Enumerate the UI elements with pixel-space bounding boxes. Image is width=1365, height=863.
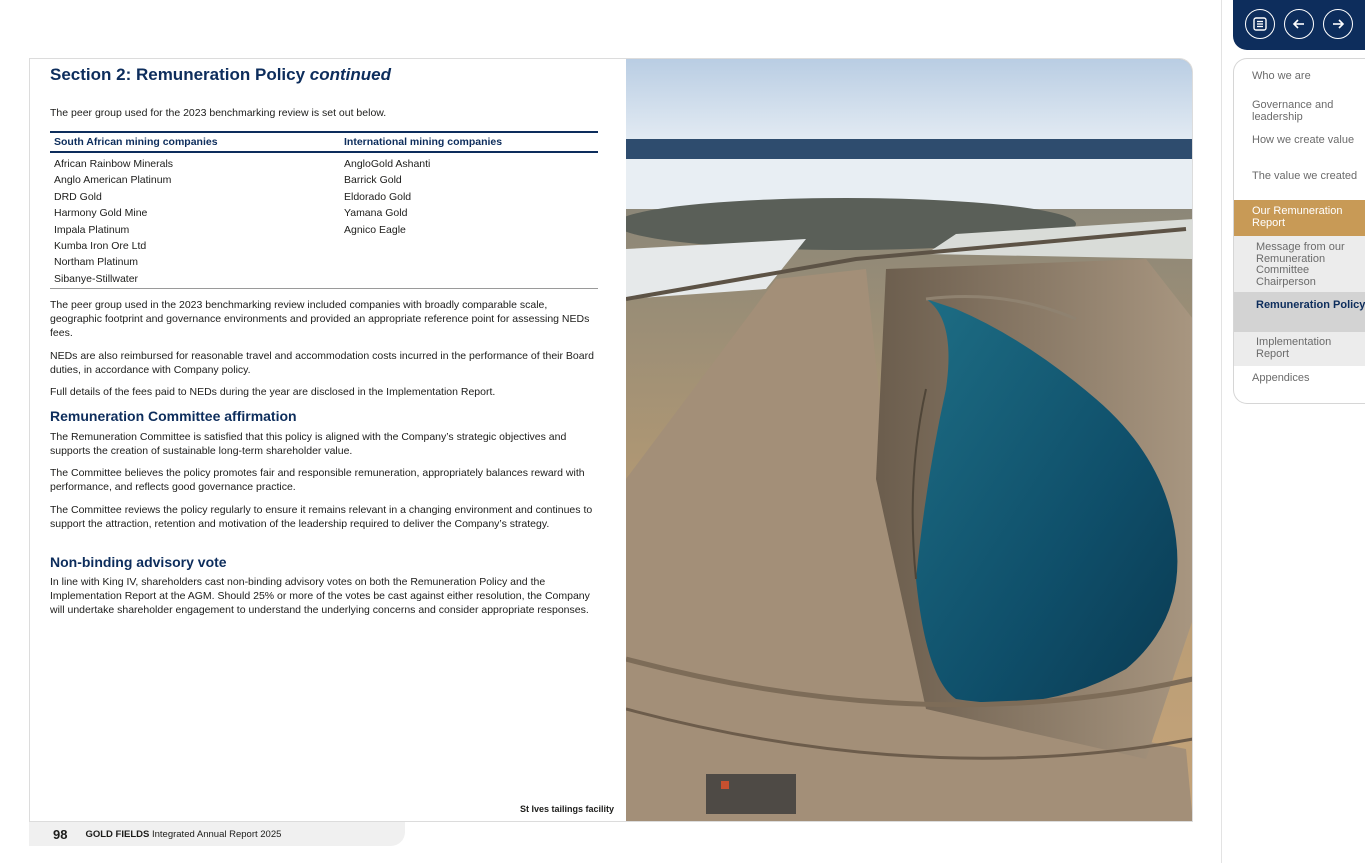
report-name: [85, 829, 281, 840]
paragraph-affirmation-1: The Remuneration Committee is satisfied that this policy is aligned with the Company’s strategic objectives and supports the creation of sustainable long-term shareholder value.: [50, 431, 567, 457]
international-list: [340, 156, 598, 287]
contents-button[interactable]: [1245, 9, 1275, 39]
list-item: Anglo American Platinum: [54, 174, 172, 187]
report-title: Integrated Annual Report 2025: [151, 828, 282, 840]
peer-table-body: [50, 153, 598, 288]
affirmation-heading: Remuneration Committee affirmation: [50, 408, 297, 424]
paragraph-affirmation-3: The Committee reviews the policy regularly to ensure it remains relevant in a changing environment and continues to support the attraction, retention and motivation of the leadership required to deliver the Company’s strategy.: [50, 504, 593, 530]
list-item: Barrick Gold: [344, 174, 402, 187]
peer-group-table: [50, 131, 598, 289]
page-footer: [29, 822, 405, 846]
paragraph-fees-details: Full details of the fees paid to NEDs during the year are disclosed in the Implementation Report.: [50, 386, 496, 398]
section-title-text: Section 2: Remuneration Policy: [50, 65, 306, 84]
nav-item-remuneration-report[interactable]: Our Remuneration Report: [1234, 200, 1365, 236]
paragraph-advisory: In line with King IV, shareholders cast non-binding advisory votes on both the Remuneration Policy and the Implementation Report at the AGM. Should 25% or more of the votes be cast against either resolution, the Company will undertake shareholder engagement to understand the underlying concerns and consider appropriate responses.: [50, 576, 590, 616]
list-item: DRD Gold: [54, 190, 102, 203]
back-button[interactable]: [1284, 9, 1314, 39]
photo-caption: St Ives tailings facility: [519, 804, 614, 814]
list-item: Eldorado Gold: [344, 190, 412, 203]
south-african-list: [50, 156, 340, 287]
nav-subitem-message[interactable]: Message from our Remuneration Committee Chairperson: [1234, 236, 1365, 292]
advisory-heading: Non-binding advisory vote: [50, 554, 227, 570]
arrow-left-icon: [1291, 16, 1307, 32]
paragraph-affirmation-2: The Committee believes the policy promotes fair and responsible remuneration, appropriately balances reward with performance, and reflects good governance practice.: [50, 467, 585, 493]
tailings-facility-photo: [626, 59, 1193, 822]
arrow-right-icon: [1330, 16, 1346, 32]
paragraph-reimbursement: NEDs are also reimbursed for reasonable travel and accommodation costs incurred in the performance of their Board duties, in accordance with Company policy.: [50, 350, 594, 376]
section-navigation: [1233, 58, 1365, 404]
list-item: Northam Platinum: [54, 256, 139, 269]
nav-item-how-we-create-value[interactable]: How we create value: [1252, 134, 1355, 146]
aerial-mine-illustration: [626, 59, 1193, 822]
list-item: African Rainbow Minerals: [54, 158, 174, 170]
peer-table-header: [50, 133, 598, 153]
list-item: Yamana Gold: [344, 207, 408, 220]
intro-text: The peer group used for the 2023 benchmarking review is set out below.: [50, 107, 387, 119]
list-item: Impala Platinum: [54, 223, 130, 236]
brand-name: GOLD FIELDS: [85, 828, 150, 840]
section-title-suffix: continued: [309, 65, 392, 84]
nav-item-appendices[interactable]: Appendices: [1252, 372, 1310, 384]
paragraph-peer-group: The peer group used in the 2023 benchmarking review included companies with broadly comparable scale, geographic footprint and governance environments and provided an appropriate reference point for assessing NEDs fees.: [50, 299, 590, 339]
list-item: Harmony Gold Mine: [54, 207, 148, 220]
list-item: AngloGold Ashanti: [344, 158, 431, 170]
nav-divider: [1221, 0, 1222, 863]
contents-icon: [1252, 16, 1268, 32]
forward-button[interactable]: [1323, 9, 1353, 39]
list-item: Kumba Iron Ore Ltd: [54, 240, 147, 253]
nav-subitem-remuneration-policy[interactable]: Remuneration Policy: [1234, 292, 1365, 332]
nav-item-governance[interactable]: Governance and leadership: [1252, 99, 1334, 123]
nav-toolbar: [1233, 0, 1365, 50]
nav-item-who-we-are[interactable]: Who we are: [1252, 70, 1311, 82]
document-page: [29, 58, 1193, 822]
header-international: International mining companies: [344, 136, 503, 148]
page-title: [50, 65, 391, 85]
list-item: Sibanye-Stillwater: [54, 272, 139, 285]
nav-item-value-created[interactable]: The value we created: [1252, 170, 1358, 182]
nav-subitem-implementation-report[interactable]: Implementation Report: [1234, 332, 1365, 366]
list-item: Agnico Eagle: [344, 223, 406, 236]
page-number: 98: [53, 826, 68, 842]
header-south-african: South African mining companies: [54, 136, 218, 148]
